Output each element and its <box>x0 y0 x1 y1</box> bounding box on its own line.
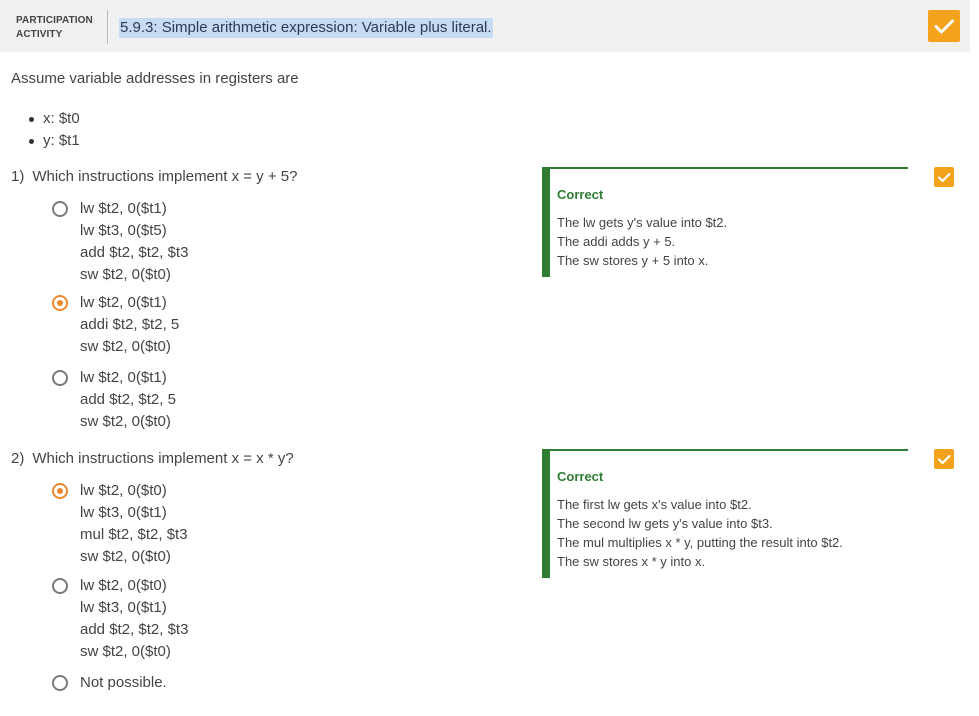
question-1-feedback <box>542 167 908 277</box>
feedback-line: The sw stores y + 5 into x. <box>557 253 709 268</box>
list-item <box>35 108 80 130</box>
bullet-icon <box>29 117 34 122</box>
label-line-1: PARTICIPATION <box>16 15 93 26</box>
label-line-2: ACTIVITY <box>16 29 63 40</box>
code-line: addi $t2, $t2, 5 <box>80 316 180 333</box>
option-code <box>80 367 176 433</box>
code-line: lw $t2, 0($t1) <box>80 200 167 217</box>
radio-button[interactable] <box>52 201 68 217</box>
feedback-line: The mul multiplies x * y, putting the result into $t2. <box>557 535 843 550</box>
feedback-line: The second lw gets y's value into $t3. <box>557 516 773 531</box>
code-line: add $t2, $t2, 5 <box>80 391 176 408</box>
option-code <box>80 292 179 358</box>
register-list <box>35 108 80 152</box>
feedback-text <box>557 213 727 270</box>
code-line: lw $t2, 0($t0) <box>80 482 167 499</box>
question-number: 2) <box>11 450 25 467</box>
code-line: mul $t2, $t2, $t3 <box>80 526 188 543</box>
code-line: add $t2, $t2, $t3 <box>80 244 189 261</box>
code-line: lw $t3, 0($t1) <box>80 504 167 521</box>
feedback-title: Correct <box>557 469 604 484</box>
question-2-prompt <box>11 450 294 467</box>
option-code <box>80 672 167 694</box>
feedback-title: Correct <box>557 187 604 202</box>
question-1-prompt <box>11 168 297 185</box>
question-number: 1) <box>11 168 25 185</box>
radio-button-selected[interactable] <box>52 483 68 499</box>
code-line: sw $t2, 0($t0) <box>80 548 171 565</box>
list-item <box>35 130 80 152</box>
feedback-line: The addi adds y + 5. <box>557 234 676 249</box>
intro-text: Assume variable addresses in registers are <box>11 70 299 87</box>
code-line: sw $t2, 0($t0) <box>80 643 171 660</box>
feedback-line: The sw stores x * y into x. <box>557 554 706 569</box>
completion-checkmark-icon <box>928 10 960 42</box>
code-line: lw $t3, 0($t1) <box>80 599 167 616</box>
code-line: add $t2, $t2, $t3 <box>80 621 189 638</box>
question-2-feedback <box>542 449 908 578</box>
feedback-line: The first lw gets x's value into $t2. <box>557 497 752 512</box>
code-line: sw $t2, 0($t0) <box>80 413 171 430</box>
code-line: lw $t3, 0($t5) <box>80 222 167 239</box>
radio-button[interactable] <box>52 578 68 594</box>
option-code <box>80 575 188 663</box>
radio-button-selected[interactable] <box>52 295 68 311</box>
bullet-text: x: $t0 <box>43 110 80 127</box>
header-divider <box>107 10 108 44</box>
radio-button[interactable] <box>52 370 68 386</box>
code-line: sw $t2, 0($t0) <box>80 338 171 355</box>
bullet-text: y: $t1 <box>43 132 80 149</box>
code-line: lw $t2, 0($t1) <box>80 369 167 386</box>
feedback-text <box>557 495 843 571</box>
question-text: Which instructions implement x = x * y? <box>32 450 294 467</box>
bullet-icon <box>29 139 34 144</box>
option-code <box>80 198 188 286</box>
code-line: Not possible. <box>80 674 167 691</box>
option-code <box>80 480 188 568</box>
feedback-line: The lw gets y's value into $t2. <box>557 215 728 230</box>
code-line: lw $t2, 0($t1) <box>80 294 167 311</box>
code-line: lw $t2, 0($t0) <box>80 577 167 594</box>
radio-button[interactable] <box>52 675 68 691</box>
question-1-checkmark-icon <box>934 167 954 187</box>
question-text: Which instructions implement x = y + 5? <box>32 168 298 185</box>
activity-title: 5.9.3: Simple arithmetic expression: Variable plus literal. <box>120 19 492 36</box>
participation-activity-label <box>16 14 102 42</box>
activity-header <box>0 0 970 52</box>
question-2-checkmark-icon <box>934 449 954 469</box>
code-line: sw $t2, 0($t0) <box>80 266 171 283</box>
